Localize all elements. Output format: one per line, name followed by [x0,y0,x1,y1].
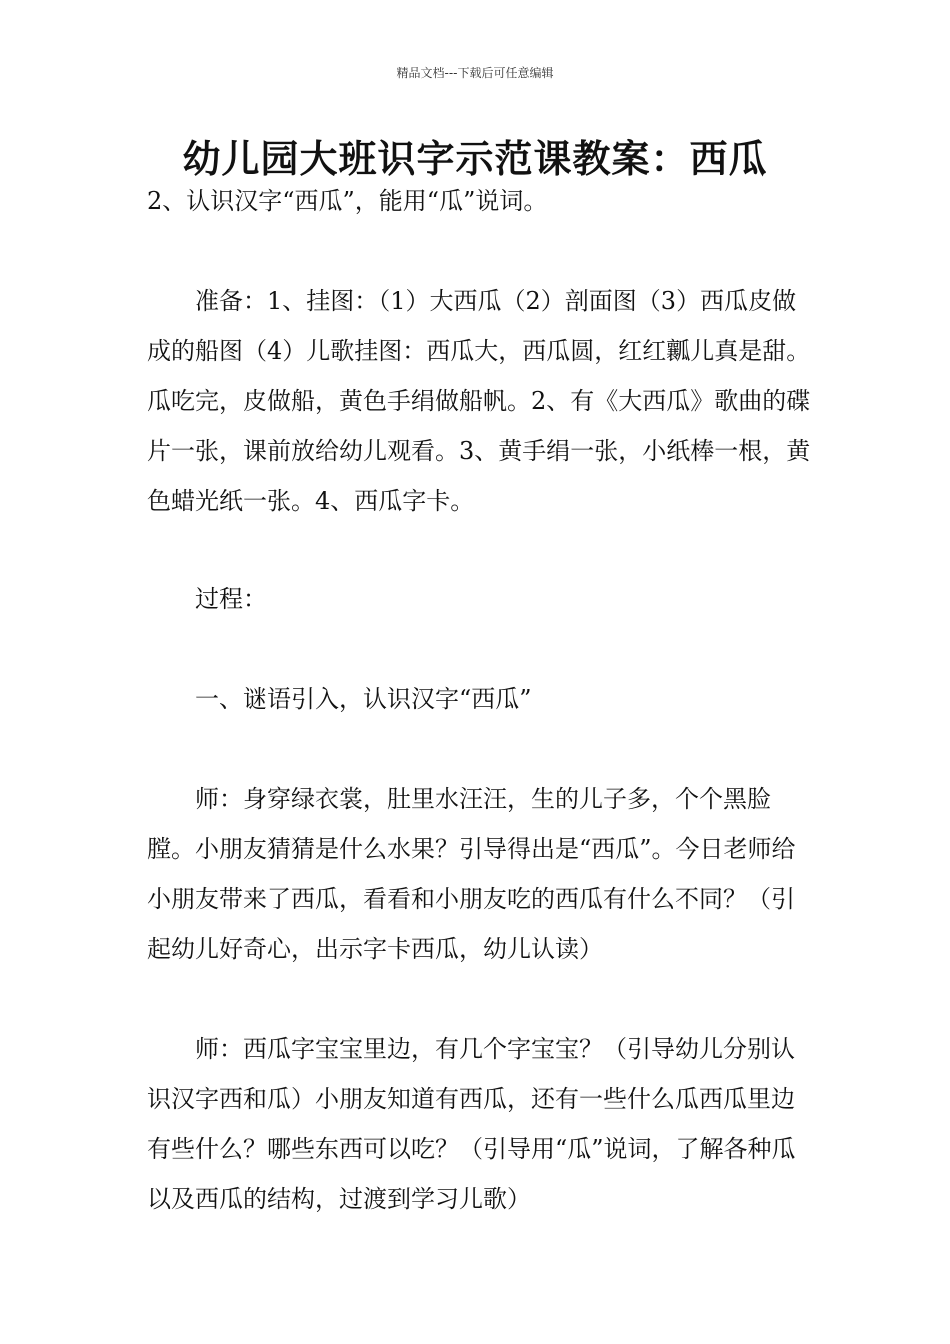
paragraph-characters: 师：西瓜字宝宝里边，有几个字宝宝？（引导幼儿分别认识汉字西和瓜）小朋友知道有西瓜，还有一些什么瓜西瓜里边有些什么？哪些东西可以吃？（引导用“瓜”说词，了解各种瓜以及西瓜的结构，过渡到学习儿歌） [147,1035,796,1213]
paragraph-preparation: 准备：1、挂图：（1）大西瓜（2）剖面图（3）西瓜皮做成的船图（4）儿歌挂图：西瓜大，西瓜圆，红红瓤儿真是甜。瓜吃完，皮做船，黄色手绢做船帆。2、有《大西瓜》歌曲的碟片一张，课前放给幼儿观看。3、黄手绢一张，小纸棒一根，黄色蜡光纸一张。4、西瓜字卡。 [147,287,811,515]
page-header: 精品文档---下载后可任意编辑 [396,66,554,80]
document-title: 幼儿园大班识字示范课教案：西瓜 [182,137,768,181]
paragraph-section-one-heading: 一、谜语引入，认识汉字“西瓜” [195,685,532,713]
paragraph-process-heading: 过程： [195,585,267,613]
paragraph-objective: 2、认识汉字“西瓜”，能用“瓜”说词。 [147,187,548,215]
paragraph-riddle: 师：身穿绿衣裳，肚里水汪汪，生的儿子多，个个黑脸膛。小朋友猜猜是什么水果？引导得出是“西瓜”。今日老师给小朋友带来了西瓜，看看和小朋友吃的西瓜有什么不同？（引起幼儿好奇心，出示字卡西瓜，幼儿认读） [147,785,796,963]
